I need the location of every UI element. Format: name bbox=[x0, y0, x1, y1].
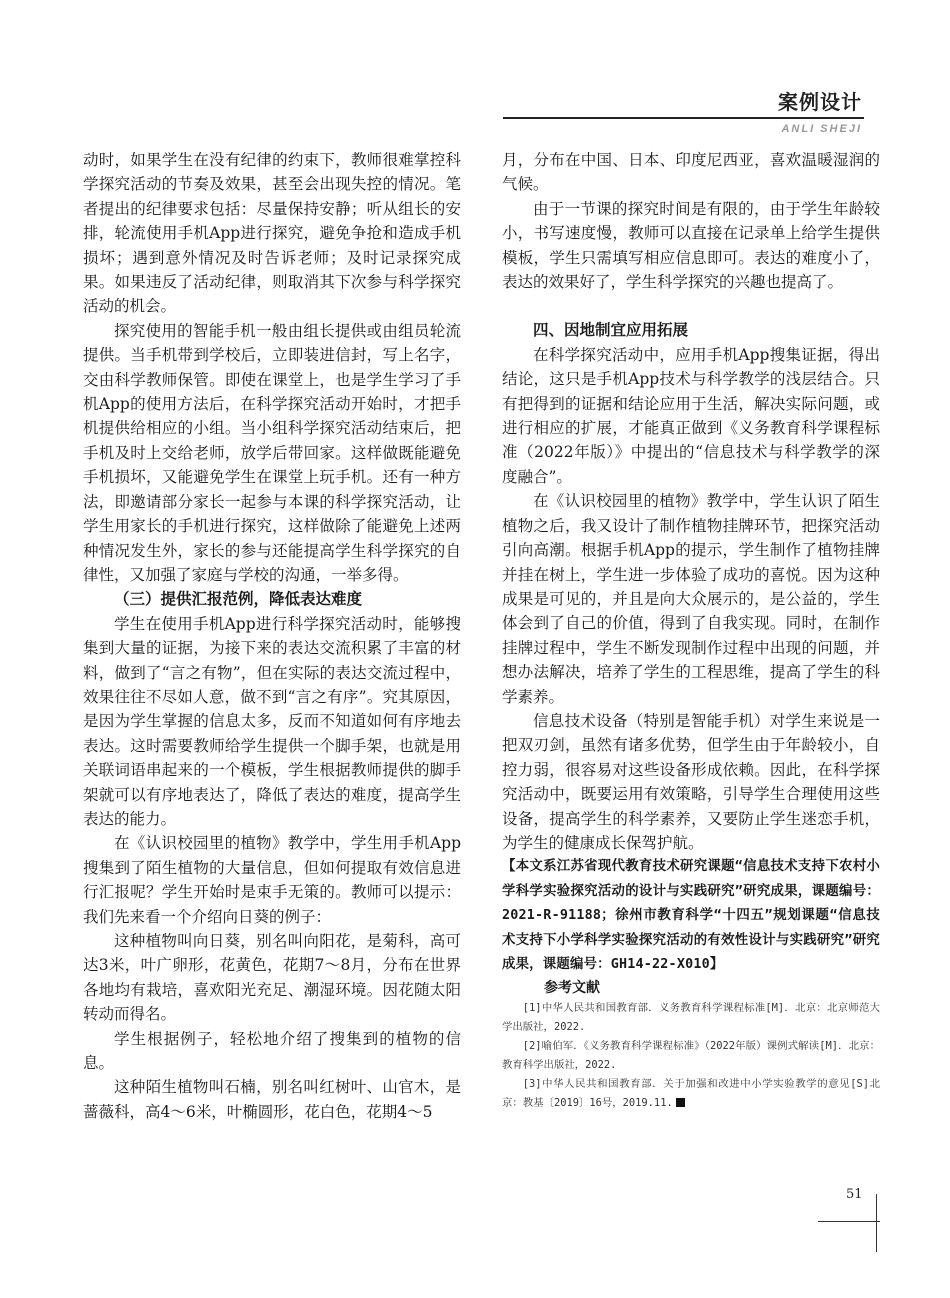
paragraph: 学生在使用手机App进行科学探究活动时，能够搜集到大量的证据，为接下来的表达交流积累了丰富的材料，做到了“言之有物”，但在实际的表达交流过程中，效果往往不尽如人意，做不到“言之有序”。究其原因，是因为学生掌握的信息太多，反而不知道如何有序地去表达。这时需要教师给学生提供一个脚手架，也就是用关联词语串起来的一个模板，学生根据教师提供的脚手架就可以有序地表达了，降低了表达的难度，提高学生表达的能力。 bbox=[83, 614, 461, 828]
reference-text: [3]中华人民共和国教育部．关于加强和改进中小学实验教学的意见[S]北京：教基〔2019〕16号，2019.11. bbox=[502, 1078, 880, 1110]
page-number: 51 bbox=[846, 1187, 863, 1202]
section-title: 案例设计 bbox=[778, 90, 862, 114]
paragraph: 探究使用的智能手机一般由组长提供或由组员轮流提供。当手机带到学校后，立即装进信封，写上名字，交由科学教师保管。即使在课堂上，也是学生学习了手机App的使用方法后，在科学探究活动开始时，才把手机提供给相应的小组。当小组科学探究活动结束后，把手机及时上交给老师，放学后带回家。这样做既能避免手机损坏，又能避免学生在课堂上玩手机。还有一种方法，即邀请部分家长一起参与本课的科学探究活动，让学生用家长的手机进行探究，这样做除了能避免上述两种情况发生外，家长的参与还能提高学生科学探究的自律性，又加强了家庭与学校的沟通，一举多得。 bbox=[83, 321, 461, 584]
end-mark-icon bbox=[676, 1098, 685, 1107]
paragraph: 由于一节课的探究时间是有限的，由于学生年龄较小，书写速度慢，教师可以直接在记录单上给学生提供模板，学生只需填写相应信息即可。表达的难度小了，表达的效果好了，学生科学探究的兴趣也提高了。 bbox=[502, 199, 880, 292]
reference-item bbox=[502, 1075, 880, 1113]
paragraph: 学生根据例子，轻松地介绍了搜集到的植物的信息。 bbox=[83, 1029, 461, 1073]
paragraph: 动时，如果学生在没有纪律的约束下，教师很难掌控科学探究活动的节奏及效果，甚至会出现失控的情况。笔者提出的纪律要求包括：尽量保持安静；听从组长的安排，轮流使用手机App进行探究，避免争抢和造成手机损坏；遇到意外情况及时告诉老师；及时记录探究成果。如果违反了活动纪律，则取消其下次参与科学探究活动的机会。 bbox=[83, 151, 461, 316]
reference-item: [1]中华人民共和国教育部．义务教育科学课程标准[M]．北京：北京师范大学出版社，2022. bbox=[502, 1002, 880, 1034]
paragraph: 在《认识校园里的植物》教学中，学生用手机App搜集到了陌生植物的大量信息，但如何提取有效信息进行汇报呢？学生开始时是束手无策的。教师可以提示：我们先来看一个介绍向日葵的例子： bbox=[83, 834, 461, 926]
paragraph: 月，分布在中国、日本、印度尼西亚，喜欢温暖湿润的气候。 bbox=[502, 151, 880, 194]
section-subtitle: ANLI SHEJI bbox=[781, 123, 862, 135]
paragraph: 在《认识校园里的植物》教学中，学生认识了陌生植物之后，我又设计了制作植物挂牌环节，把探究活动引向高潮。根据手机App的提示，学生制作了植物挂牌并挂在树上，学生进一步体验了成功的喜悦。因为这种成果是可见的，并且是向大众展示的，是公益的，学生体会到了自己的价值，得到了自我实现。同时，在制作挂牌过程中，学生不断发现制作过程中出现的问题，并想办法解决，培养了学生的工程思维，提高了学生的科学素养。 bbox=[502, 492, 880, 706]
subsection-heading: （三）提供汇报范例，降低表达难度 bbox=[114, 590, 363, 609]
paragraph: 在科学探究活动中，应用手机App搜集证据，得出结论，这只是手机App技术与科学教学的浅层结合。只有把得到的证据和结论应用于生活，解决实际问题，或进行相应的扩展，才能真正做到《义务教育科学课程标准（2022年版）》中提出的“信息技术与科学教学的深度融合”。 bbox=[502, 345, 880, 486]
section-heading: 四、因地制宜应用拓展 bbox=[533, 321, 689, 340]
reference-item: [2]喻伯军．《义务教育科学课程标准》（2022年版）课例式解读[M]．北京：教育科学出版社，2022. bbox=[502, 1040, 880, 1072]
right-column bbox=[502, 148, 880, 1113]
paragraph: 信息技术设备（特别是智能手机）对学生来说是一把双刃剑，虽然有诸多优势，但学生由于年龄较小，自控力弱，很容易对这些设备形成依赖。因此，在科学探究活动中，既要运用有效策略，引导学生合理使用这些设备，提高学生的科学素养，又要防止学生迷恋手机，为学生的健康成长保驾护航。 bbox=[502, 711, 880, 852]
crop-mark-vertical bbox=[876, 1194, 877, 1252]
funding-note: 【本文系江苏省现代教育技术研究课题“信息技术支持下农村小学科学实验探究活动的设计与实践研究”研究成果，课题编号：2021-R-91188；徐州市教育科学“十四五”规划课题“信息技术支持下小学科学实验探究活动的有效性设计与实践研究”研究成果，课题编号：GH14-22-X010】 bbox=[502, 859, 880, 972]
references-heading: 参考文献 bbox=[544, 980, 600, 997]
paragraph: 这种陌生植物叫石楠，别名叫红树叶、山官木，是蔷薇科，高4～6米，叶椭圆形，花白色，花期4～5 bbox=[83, 1078, 461, 1121]
header-rule bbox=[503, 117, 864, 119]
left-column bbox=[83, 148, 461, 1124]
crop-mark-horizontal bbox=[818, 1221, 880, 1222]
paragraph: 这种植物叫向日葵，别名叫向阳花，是菊科，高可达3米，叶广卵形，花黄色，花期7～8月，分布在世界各地均有栽培，喜欢阳光充足、潮湿环境。因花随太阳转动而得名。 bbox=[83, 932, 461, 1024]
